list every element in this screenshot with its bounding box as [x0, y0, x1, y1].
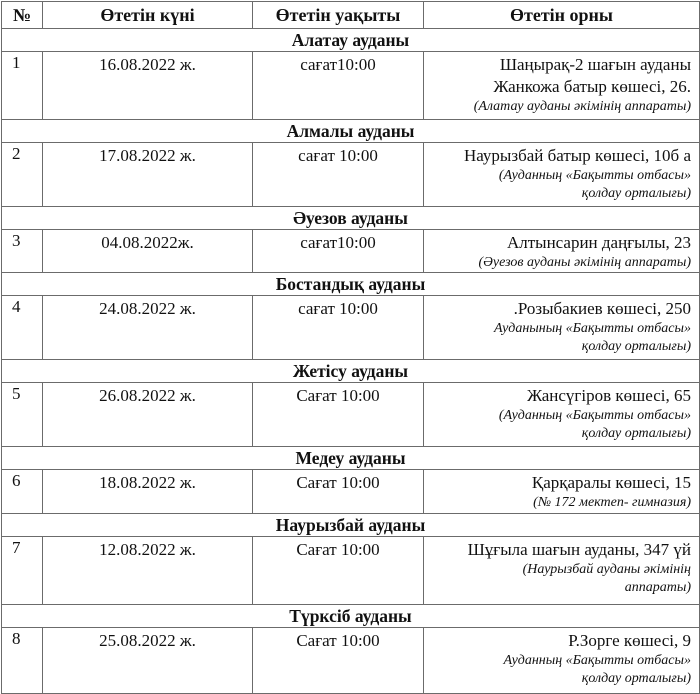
- district-name: Медеу ауданы: [2, 447, 700, 470]
- event-time: сағат10:00: [253, 52, 424, 120]
- table-row: [2, 52, 700, 120]
- row-number: 3: [2, 230, 43, 273]
- place-note: (Алатау ауданы әкімінің аппараты): [473, 99, 691, 114]
- row-number: 4: [2, 296, 43, 360]
- row-number: 8: [2, 628, 43, 694]
- table-row: [2, 296, 700, 360]
- event-place: [424, 537, 700, 605]
- event-time: Сағат 10:00: [253, 537, 424, 605]
- table-row: [2, 230, 700, 273]
- header-date: Өтетін күні: [43, 2, 253, 29]
- header-time: Өтетін уақыты: [253, 2, 424, 29]
- event-place: [424, 296, 700, 360]
- row-number: 2: [2, 143, 43, 207]
- district-name: Жетісу ауданы: [2, 360, 700, 383]
- schedule-table: [1, 1, 700, 694]
- place-note: қолдау орталығы): [581, 339, 691, 354]
- district-row: [2, 207, 700, 230]
- district-name: Наурызбай ауданы: [2, 514, 700, 537]
- district-row: [2, 514, 700, 537]
- event-time: сағат10:00: [253, 230, 424, 273]
- table-row: [2, 628, 700, 694]
- event-place: [424, 383, 700, 447]
- event-date: 17.08.2022 ж.: [43, 143, 253, 207]
- table-row: [2, 143, 700, 207]
- place-address: Жанкожа батыр көшесі, 26.: [493, 77, 691, 96]
- district-row: [2, 447, 700, 470]
- district-row: [2, 360, 700, 383]
- event-date: 16.08.2022 ж.: [43, 52, 253, 120]
- row-number: 5: [2, 383, 43, 447]
- place-address: Р.Зорге көшесі, 9: [568, 631, 691, 650]
- event-time: сағат 10:00: [253, 296, 424, 360]
- district-name: Алмалы ауданы: [2, 120, 700, 143]
- event-time: Сағат 10:00: [253, 383, 424, 447]
- event-date: 04.08.2022ж.: [43, 230, 253, 273]
- row-number: 1: [2, 52, 43, 120]
- event-place: [424, 470, 700, 514]
- place-note: қолдау орталығы): [581, 186, 691, 201]
- event-place: [424, 230, 700, 273]
- place-address: Шұғыла шағын ауданы, 347 үй: [467, 540, 691, 559]
- place-note: (Наурызбай ауданы әкімінің: [522, 562, 691, 577]
- row-number: 6: [2, 470, 43, 514]
- place-note: қолдау орталығы): [581, 426, 691, 441]
- place-address: Алтынсарин даңғылы, 23: [506, 233, 691, 252]
- event-place: [424, 628, 700, 694]
- event-time: сағат 10:00: [253, 143, 424, 207]
- place-address: Шаңырақ-2 шағын ауданы: [499, 55, 691, 74]
- schedule-body: [2, 29, 700, 694]
- table-row: [2, 470, 700, 514]
- event-place: [424, 52, 700, 120]
- district-name: Түрксіб ауданы: [2, 605, 700, 628]
- district-row: [2, 273, 700, 296]
- place-note: қолдау орталығы): [581, 671, 691, 686]
- event-time: Сағат 10:00: [253, 628, 424, 694]
- table-row: [2, 537, 700, 605]
- table-row: [2, 383, 700, 447]
- place-note: (Ауданның «Бақытты отбасы»: [498, 408, 691, 423]
- district-row: [2, 120, 700, 143]
- district-row: [2, 605, 700, 628]
- event-date: 25.08.2022 ж.: [43, 628, 253, 694]
- event-date: 24.08.2022 ж.: [43, 296, 253, 360]
- place-note: (Ауданның «Бақытты отбасы»: [498, 168, 691, 183]
- place-address: .Розыбакиев көшесі, 250: [513, 299, 691, 318]
- place-address: Наурызбай батыр көшесі, 10б а: [463, 146, 691, 165]
- header-place: Өтетін орны: [424, 2, 700, 29]
- header-row: [2, 2, 700, 29]
- place-note: Ауданның «Бақытты отбасы»: [503, 653, 691, 668]
- place-note: Ауданының «Бақытты отбасы»: [494, 321, 691, 336]
- place-note: аппараты): [624, 580, 691, 595]
- event-date: 18.08.2022 ж.: [43, 470, 253, 514]
- event-place: [424, 143, 700, 207]
- district-name: Әуезов ауданы: [2, 207, 700, 230]
- header-number: №: [2, 2, 43, 29]
- event-time: Сағат 10:00: [253, 470, 424, 514]
- district-name: Алатау ауданы: [2, 29, 700, 52]
- event-date: 26.08.2022 ж.: [43, 383, 253, 447]
- place-note: (Әуезов ауданы әкімінің аппараты): [478, 255, 691, 270]
- row-number: 7: [2, 537, 43, 605]
- event-date: 12.08.2022 ж.: [43, 537, 253, 605]
- place-note: (№ 172 мектеп- гимназия): [533, 495, 691, 510]
- place-address: Қарқаралы көшесі, 15: [531, 473, 691, 492]
- place-address: Жансүгіров көшесі, 65: [526, 386, 691, 405]
- district-name: Бостандық ауданы: [2, 273, 700, 296]
- district-row: [2, 29, 700, 52]
